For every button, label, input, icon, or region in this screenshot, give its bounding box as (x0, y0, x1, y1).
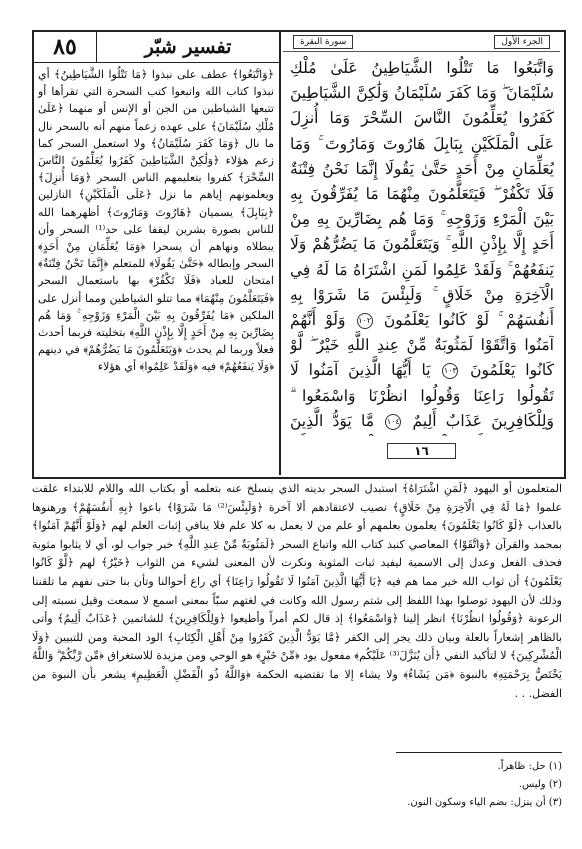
quran-verse: مَّا يَوَدُّ الَّذِينَ (290, 411, 375, 430)
column-divider (279, 30, 281, 475)
juz-label: الجزء الأول (494, 35, 550, 49)
surah-label: سورة البقرة (293, 35, 353, 49)
footnote-1: (١) حل: ظاهراً. (497, 761, 562, 772)
juz-bar (283, 442, 560, 460)
footnote-3: (٣) أن ينزل: بضم الياء وسكون النون. (407, 797, 562, 808)
ayah-marker: ١٠٣ (442, 363, 458, 379)
lower-commentary (32, 480, 562, 708)
ayah-marker: ١٠٢ (357, 313, 373, 329)
quran-header (283, 32, 560, 52)
ayah-marker: ١٠٤ (385, 414, 401, 430)
footnote-rule (396, 752, 562, 753)
lower-commentary-paragraph: المتعلمون أو اليهود ﴿لَمَنِ اشْتَرَاهُ﴾ استبدل السحر بدينه الذي ينسلخ عنه بتعلمه أو بكتاب الله واللام للابتداء علقت علموا ﴿مَا لَهُ فِي الْآخِرَةِ مِنْ خَلَاقٍ﴾ نصيب لاعتقادهم ألا آخرة ﴿وَلَبِئْسَ⁽²⁾ مَا شَرَوْا﴾ باعوا ﴿بِهِ أَنفُسَهُمْ﴾ ورهنوها بالعذاب ﴿لَوْ كَانُوا يَعْلَمُونَ﴾ يعلمون بعلمهم أو علم من لا يعمل به كلا علم فلا ينافي إثبات العلم لهم ﴿وَلَوْ أَنَّهُمْ آمَنُوا﴾ بمحمد والقرآن ﴿وَاتَّقَوْا﴾ المعاصي كنبذ كتاب الله واتباع السحر ﴿لَمَثُوبَةٌ مِّنْ عِندِ اللَّهِ﴾ خبر جواب لو، أي لا يثابوا مثوبة فحذف الفعل وعدل إلى الاسمية ليفيد ثبات المثوبة ونكرت لأن المعنى لشيء من الثواب ﴿خَيْرٌ﴾ لهم ﴿لَّوْ كَانُوا يَعْلَمُونَ﴾ أن ثواب الله خير مما هم فيه ﴿يَا أَيُّهَا الَّذِينَ آمَنُوا لَا تَقُولُوا رَاعِنَا﴾ أي راع أحوالنا وتأن بنا حتى نفهم ما تلقننا وذلك لأن اليهود توصلوا بهذا اللفظ إلى شتم رسول الله وكانت في لغتهم سبّاً بمعنى اسمع لا سمعت وقيل نسبته إلى الرعونة ﴿وَقُولُوا انظُرْنَا﴾ انظر إلينا ﴿وَاسْمَعُوا﴾ إذ قال لكم أمراً وأطيعوا ﴿وَلِلْكَافِرِينَ﴾ للشاتمين ﴿عَذَابٌ أَلِيمٌ﴾ وأتى بالظاهر إشعاراً بالعلة وبيان ذلك يجر إلى الكفر ﴿مَّا يَوَدُّ الَّذِينَ كَفَرُوا مِنْ أَهْلِ الْكِتَابِ﴾ الود المحبة ومن للتبيين ﴿وَلَا الْمُشْرِكِينَ﴾ لا لتأكيد النفي ﴿أَن يُنَزَّلَ⁽³⁾ عَلَيْكُم﴾ مفعول يود ﴿مِّنْ خَيْرٍ﴾ هو الوحي ومن مزيدة للاستغراق ﴿مِّن رَّبِّكُمْ ۗ وَاللَّهُ يَخْتَصُّ بِرَحْمَتِهِ﴾ بالنبوة ﴿مَن يَشَاءُ﴾ ولا يشاء إلا ما تقتضيه الحكمة ﴿وَاللَّهُ ذُو الْفَضْلِ الْعَظِيمِ﴾ يشعر بأن النبوة من الفضل. . . (32, 482, 562, 700)
quran-verse: وَلَوْ أَنَّهُمْ آمَنُوا وَاتَّقَوْا لَمَثُوبَةٌ مِّنْ عِندِ اللَّهِ خَيْرٌ ۖ لَّوْ كَانُوا يَعْلَمُونَ (290, 311, 554, 380)
footnote-2: (٢) وليس. (518, 779, 562, 790)
commentary-paragraph: ﴿وَاتَّبَعُوا﴾ عطف على نبذوا ﴿مَا تَتْلُوا الشَّيَاطِينُ﴾ أي نبذوا كتاب الله واتبعوا كتب السحرة التي تقرأها أو تتبعها الشياطين من الجن أو الإنس أو منهما ﴿عَلَىٰ مُلْكِ سُلَيْمَانَ﴾ على عهده زعماً منهم أنه بالسحر نال ما نال ﴿وَمَا كَفَرَ سُلَيْمَانُ﴾ ولا استعمل السحر كما زعم هؤلاء ﴿وَلَٰكِنَّ الشَّيَاطِينَ كَفَرُوا يُعَلِّمُونَ النَّاسَ السِّحْرَ﴾ كفروا بتعليمهم الناس السحر ﴿وَمَا أُنزِلَ﴾ ويعلمونهم إياهم ما نزل ﴿عَلَى الْمَلَكَيْنِ﴾ النازلين ﴿بِبَابِلَ﴾ يسميان ﴿هَارُوتَ وَمَارُوتَ﴾ أظهرهما الله للناس بصورة بشرين ليقفا على حد⁽¹⁾ السحر وأن يبطلاه ونهاهم أن يسحرا ﴿وَمَا يُعَلِّمَانِ مِنْ أَحَدٍ﴾ السحر وإبطاله ﴿حَتَّىٰ يَقُولَا﴾ للمتعلم ﴿إِنَّمَا نَحْنُ فِتْنَةٌ﴾ امتحان للعباد ﴿فَلَا تَكْفُرْ﴾ بها باستعمال السحر ﴿فَيَتَعَلَّمُونَ مِنْهُمَا﴾ مما تتلو الشياطين ومما أنزل على الملكين ﴿مَا يُفَرِّقُونَ بِهِ بَيْنَ الْمَرْءِ وَزَوْجِهِ ۚ وَمَا هُم بِضَارِّينَ بِهِ مِنْ أَحَدٍ إِلَّا بِإِذْنِ اللَّهِ﴾ بتخليته فربما أحدث فعلاً وربما لم يحدث ﴿وَيَتَعَلَّمُونَ مَا يَضُرُّهُمْ﴾ في دينهم ﴿وَلَا يَنفَعُهُمْ﴾ فيه ﴿وَلَقَدْ عَلِمُوا﴾ أي هؤلاء (38, 68, 274, 374)
juz-number: ١٦ (387, 443, 456, 459)
quran-text-block (290, 56, 554, 436)
quran-verse: وَاتَّبَعُوا مَا تَتْلُوا الشَّيَاطِينُ عَلَىٰ مُلْكِ سُلَيْمَانَ ۖ وَمَا كَفَرَ سُلَيْمَانُ وَلَٰكِنَّ الشَّيَاطِينَ كَفَرُوا يُعَلِّمُونَ النَّاسَ السِّحْرَ وَمَا أُنزِلَ عَلَى الْمَلَكَيْنِ بِبَابِلَ هَارُوتَ وَمَارُوتَ ۚ وَمَا يُعَلِّمَانِ مِنْ أَحَدٍ حَتَّىٰ يَقُولَا إِنَّمَا نَحْنُ فِتْنَةٌ فَلَا تَكْفُرْ ۖ فَيَتَعَلَّمُونَ مِنْهُمَا مَا يُفَرِّقُونَ بِهِ بَيْنَ الْمَرْءِ وَزَوْجِهِ ۚ وَمَا هُم بِضَارِّينَ بِهِ مِنْ أَحَدٍ إِلَّا بِإِذْنِ اللَّهِ ۚ وَيَتَعَلَّمُونَ مَا يَضُرُّهُمْ وَلَا يَنفَعُهُمْ ۚ وَلَقَدْ عَلِمُوا لَمَنِ اشْتَرَاهُ مَا لَهُ فِي الْآخِرَةِ مِنْ خَلَاقٍ ۚ وَلَبِئْسَ مَا شَرَوْا بِهِ أَنفُسَهُمْ ۚ لَوْ كَانُوا يَعْلَمُونَ (290, 59, 554, 330)
quran-verse: يَا أَيُّهَا الَّذِينَ آمَنُوا لَا تَقُولُوا رَاعِنَا وَقُولُوا انظُرْنَا وَاسْمَعُوا ۗ وَلِلْكَافِرِينَ عَذَابٌ أَلِيمٌ (290, 361, 554, 430)
footnotes (262, 758, 562, 838)
book-title: تفسير شبّر (144, 36, 232, 58)
commentary-column (38, 66, 274, 472)
commentary-header (34, 32, 279, 63)
page-number: ٨٥ (34, 32, 97, 62)
